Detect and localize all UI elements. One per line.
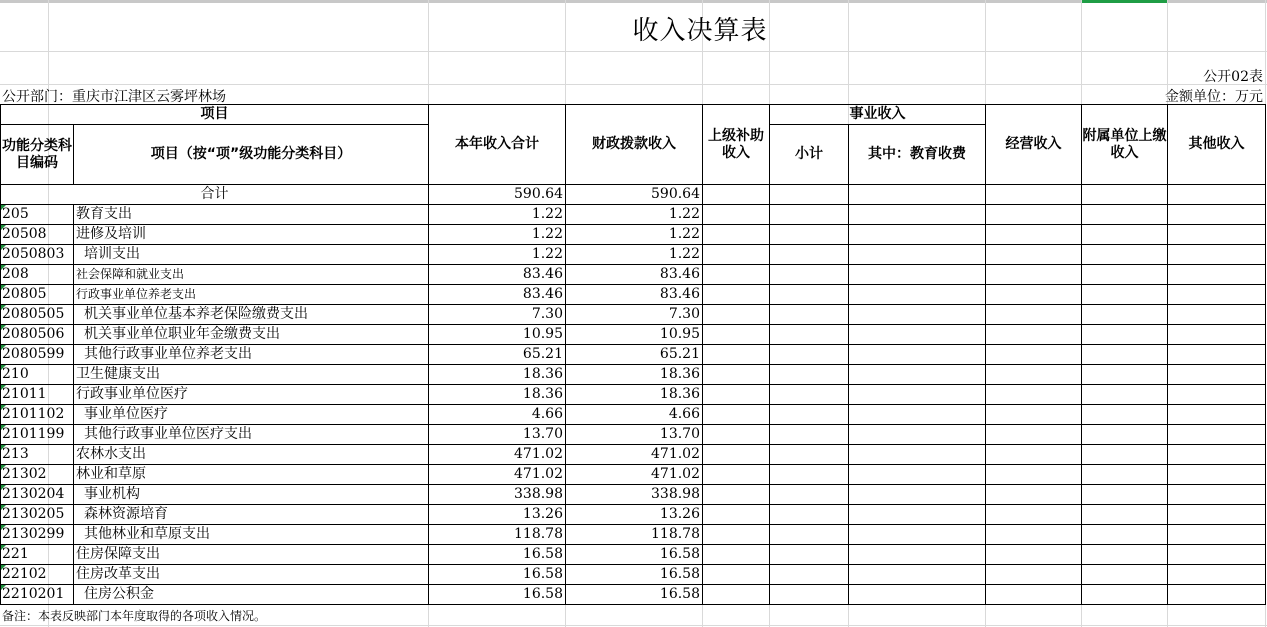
empty-cell — [703, 265, 770, 285]
row-code: 2080599 — [1, 345, 74, 365]
empty-cell — [1168, 565, 1266, 585]
empty-cell — [770, 485, 849, 505]
table-row — [1, 365, 1266, 385]
row-total: 16.58 — [429, 585, 566, 605]
empty-cell — [1082, 405, 1168, 425]
empty-cell — [986, 245, 1082, 265]
empty-cell — [849, 565, 986, 585]
unit-label: 金额单位：万元 — [1165, 89, 1263, 105]
row-fiscal: 16.58 — [566, 545, 703, 565]
row-fiscal: 471.02 — [566, 445, 703, 465]
empty-cell — [986, 265, 1082, 285]
empty-cell — [770, 465, 849, 485]
row-code: 20805 — [1, 285, 74, 305]
empty-cell — [986, 505, 1082, 525]
empty-cell — [1168, 445, 1266, 465]
empty-cell — [1168, 505, 1266, 525]
row-name: 培训支出 — [74, 245, 429, 265]
empty-cell — [1168, 425, 1266, 445]
empty-cell — [1168, 265, 1266, 285]
empty-cell — [1082, 525, 1168, 545]
empty-cell — [1168, 485, 1266, 505]
empty-cell — [703, 465, 770, 485]
empty-cell — [849, 385, 986, 405]
row-code: 2101199 — [1, 425, 74, 445]
empty-cell — [703, 405, 770, 425]
empty-cell — [1082, 325, 1168, 345]
empty-cell — [703, 245, 770, 265]
empty-cell — [849, 345, 986, 365]
empty-cell — [703, 445, 770, 465]
empty-cell — [770, 565, 849, 585]
empty-cell — [1082, 245, 1168, 265]
empty-cell — [849, 285, 986, 305]
empty-cell — [770, 385, 849, 405]
empty-cell — [849, 485, 986, 505]
empty-cell — [1082, 265, 1168, 285]
empty-cell — [1168, 205, 1266, 225]
row-name: 进修及培训 — [74, 225, 429, 245]
row-code: 22102 — [1, 565, 74, 585]
row-fiscal: 1.22 — [566, 245, 703, 265]
row-name: 事业单位医疗 — [74, 405, 429, 425]
header-superior: 上级补助收入 — [703, 105, 770, 185]
row-name: 住房公积金 — [74, 585, 429, 605]
form-number: 公开02表 — [1203, 69, 1263, 85]
empty-cell — [770, 505, 849, 525]
total-amount: 590.64 — [429, 185, 566, 205]
row-code: 21302 — [1, 465, 74, 485]
row-total: 16.58 — [429, 565, 566, 585]
row-name: 行政事业单位养老支出 — [74, 285, 429, 305]
table-row — [1, 525, 1266, 545]
row-name: 森林资源培育 — [74, 505, 429, 525]
row-fiscal: 118.78 — [566, 525, 703, 545]
row-total: 10.95 — [429, 325, 566, 345]
empty-cell — [1168, 225, 1266, 245]
empty-cell — [849, 545, 986, 565]
row-total: 18.36 — [429, 365, 566, 385]
empty-cell — [986, 465, 1082, 485]
empty-cell — [1082, 385, 1168, 405]
empty-cell — [986, 565, 1082, 585]
empty-cell — [1082, 585, 1168, 605]
row-total: 1.22 — [429, 205, 566, 225]
row-name: 住房保障支出 — [74, 545, 429, 565]
empty-cell — [770, 305, 849, 325]
empty-cell — [986, 285, 1082, 305]
empty-cell — [1082, 445, 1168, 465]
department-label: 公开部门：重庆市江津区云雾坪林场 — [2, 89, 226, 105]
row-code: 20508 — [1, 225, 74, 245]
empty-cell — [986, 485, 1082, 505]
table-row — [1, 285, 1266, 305]
row-code: 210 — [1, 365, 74, 385]
empty-cell — [770, 265, 849, 285]
empty-cell — [770, 425, 849, 445]
table-row — [1, 465, 1266, 485]
row-name: 行政事业单位医疗 — [74, 385, 429, 405]
row-name: 住房改革支出 — [74, 565, 429, 585]
row-fiscal: 4.66 — [566, 405, 703, 425]
row-fiscal: 83.46 — [566, 265, 703, 285]
empty-cell — [1168, 465, 1266, 485]
row-total: 118.78 — [429, 525, 566, 545]
empty-cell — [770, 345, 849, 365]
empty-cell — [1082, 365, 1168, 385]
row-total: 83.46 — [429, 285, 566, 305]
empty-cell — [986, 585, 1082, 605]
total-fiscal: 590.64 — [566, 185, 703, 205]
empty-cell — [770, 205, 849, 225]
table-row — [1, 545, 1266, 565]
total-row — [1, 185, 1266, 205]
page-title: 收入决算表 — [632, 16, 768, 46]
empty-cell — [703, 225, 770, 245]
empty-cell — [849, 425, 986, 445]
empty-cell — [1082, 565, 1168, 585]
row-fiscal: 65.21 — [566, 345, 703, 365]
row-fiscal: 13.26 — [566, 505, 703, 525]
header-career: 事业收入 — [770, 105, 986, 125]
row-name: 其他行政事业单位养老支出 — [74, 345, 429, 365]
row-code: 2130205 — [1, 505, 74, 525]
empty-cell — [849, 585, 986, 605]
row-name: 事业机构 — [74, 485, 429, 505]
empty-cell — [770, 405, 849, 425]
table-row — [1, 385, 1266, 405]
row-total: 13.26 — [429, 505, 566, 525]
row-total: 1.22 — [429, 245, 566, 265]
empty-cell — [1082, 285, 1168, 305]
row-total: 16.58 — [429, 545, 566, 565]
row-total: 83.46 — [429, 265, 566, 285]
empty-cell — [986, 545, 1082, 565]
row-fiscal: 16.58 — [566, 585, 703, 605]
empty-cell — [1168, 585, 1266, 605]
table-row — [1, 245, 1266, 265]
row-code: 2050803 — [1, 245, 74, 265]
row-fiscal: 16.58 — [566, 565, 703, 585]
row-total: 18.36 — [429, 385, 566, 405]
row-name: 卫生健康支出 — [74, 365, 429, 385]
income-table — [0, 104, 1266, 605]
empty-cell — [1168, 405, 1266, 425]
empty-cell — [849, 305, 986, 325]
row-total: 7.30 — [429, 305, 566, 325]
row-total: 471.02 — [429, 445, 566, 465]
empty-cell — [1168, 325, 1266, 345]
empty-cell — [849, 205, 986, 225]
row-name: 其他林业和草原支出 — [74, 525, 429, 545]
table-row — [1, 565, 1266, 585]
empty-cell — [986, 305, 1082, 325]
row-fiscal: 18.36 — [566, 385, 703, 405]
table-row — [1, 305, 1266, 325]
empty-cell — [770, 545, 849, 565]
empty-cell — [986, 225, 1082, 245]
row-fiscal: 1.22 — [566, 225, 703, 245]
empty-cell — [849, 265, 986, 285]
empty-cell — [770, 365, 849, 385]
empty-cell — [1082, 545, 1168, 565]
row-name: 林业和草原 — [74, 465, 429, 485]
total-label: 合计 — [1, 185, 429, 205]
empty-cell — [849, 365, 986, 385]
empty-cell — [1168, 525, 1266, 545]
row-name: 机关事业单位职业年金缴费支出 — [74, 325, 429, 345]
empty-cell — [986, 345, 1082, 365]
row-code: 208 — [1, 265, 74, 285]
selected-column-indicator — [1082, 0, 1168, 3]
empty-cell — [986, 525, 1082, 545]
row-code: 205 — [1, 205, 74, 225]
empty-cell — [986, 205, 1082, 225]
empty-cell — [986, 405, 1082, 425]
table-row — [1, 445, 1266, 465]
row-code: 221 — [1, 545, 74, 565]
row-code: 213 — [1, 445, 74, 465]
gridline — [0, 84, 1267, 85]
empty-cell — [1082, 485, 1168, 505]
empty-cell — [703, 285, 770, 305]
header-name: 项目（按“项”级功能分类科目） — [74, 125, 429, 185]
empty-cell — [770, 325, 849, 345]
empty-cell — [770, 225, 849, 245]
row-fiscal: 7.30 — [566, 305, 703, 325]
header-total: 本年收入合计 — [429, 105, 566, 185]
empty-cell — [849, 245, 986, 265]
empty-cell — [703, 585, 770, 605]
table-row — [1, 405, 1266, 425]
row-name: 社会保障和就业支出 — [74, 265, 429, 285]
column-header-bar — [0, 0, 1267, 3]
empty-cell — [1082, 205, 1168, 225]
row-fiscal: 13.70 — [566, 425, 703, 445]
gridline — [0, 625, 1267, 626]
empty-cell — [703, 345, 770, 365]
row-name: 教育支出 — [74, 205, 429, 225]
empty-cell — [703, 325, 770, 345]
row-fiscal: 83.46 — [566, 285, 703, 305]
row-name: 机关事业单位基本养老保险缴费支出 — [74, 305, 429, 325]
header-other: 其他收入 — [1168, 105, 1266, 185]
row-total: 4.66 — [429, 405, 566, 425]
row-fiscal: 10.95 — [566, 325, 703, 345]
empty-cell — [770, 285, 849, 305]
empty-cell — [849, 225, 986, 245]
row-code: 2101102 — [1, 405, 74, 425]
empty-cell — [1168, 305, 1266, 325]
empty-cell — [703, 425, 770, 445]
row-code: 21011 — [1, 385, 74, 405]
table-row — [1, 425, 1266, 445]
empty-cell — [1168, 245, 1266, 265]
header-fiscal: 财政拨款收入 — [566, 105, 703, 185]
empty-cell — [986, 385, 1082, 405]
empty-cell — [703, 205, 770, 225]
row-code: 2080505 — [1, 305, 74, 325]
row-fiscal: 1.22 — [566, 205, 703, 225]
header-affiliate: 附属单位上缴收入 — [1082, 105, 1168, 185]
row-code: 2130299 — [1, 525, 74, 545]
row-fiscal: 338.98 — [566, 485, 703, 505]
empty-cell — [1082, 345, 1168, 365]
row-total: 65.21 — [429, 345, 566, 365]
empty-cell — [770, 525, 849, 545]
header-item: 项目 — [1, 105, 429, 125]
empty-cell — [849, 325, 986, 345]
table-row — [1, 505, 1266, 525]
row-total: 338.98 — [429, 485, 566, 505]
empty-cell — [703, 565, 770, 585]
table-row — [1, 345, 1266, 365]
table-row — [1, 325, 1266, 345]
empty-cell — [703, 545, 770, 565]
row-code: 2130204 — [1, 485, 74, 505]
empty-cell — [849, 405, 986, 425]
row-total: 13.70 — [429, 425, 566, 445]
footnote: 备注：本表反映部门本年度取得的各项收入情况。 — [2, 609, 267, 623]
empty-cell — [1168, 545, 1266, 565]
empty-cell — [986, 365, 1082, 385]
row-total: 1.22 — [429, 225, 566, 245]
table-row — [1, 585, 1266, 605]
table-row — [1, 485, 1266, 505]
empty-cell — [703, 485, 770, 505]
empty-cell — [1082, 425, 1168, 445]
table-row — [1, 225, 1266, 245]
table-row — [1, 265, 1266, 285]
empty-cell — [849, 505, 986, 525]
empty-cell — [770, 245, 849, 265]
row-code: 2080506 — [1, 325, 74, 345]
row-code: 2210201 — [1, 585, 74, 605]
table-row — [1, 205, 1266, 225]
empty-cell — [986, 425, 1082, 445]
header-code: 功能分类科目编码 — [1, 125, 74, 185]
empty-cell — [986, 325, 1082, 345]
empty-cell — [1082, 225, 1168, 245]
header-career-edu: 其中：教育收费 — [849, 125, 986, 185]
empty-cell — [703, 505, 770, 525]
empty-cell — [849, 525, 986, 545]
row-fiscal: 471.02 — [566, 465, 703, 485]
empty-cell — [1082, 505, 1168, 525]
row-fiscal: 18.36 — [566, 365, 703, 385]
empty-cell — [1082, 305, 1168, 325]
empty-cell — [849, 465, 986, 485]
row-name: 其他行政事业单位医疗支出 — [74, 425, 429, 445]
gridline — [0, 51, 1267, 52]
empty-cell — [703, 305, 770, 325]
empty-cell — [770, 585, 849, 605]
row-name: 农林水支出 — [74, 445, 429, 465]
empty-cell — [1082, 465, 1168, 485]
row-total: 471.02 — [429, 465, 566, 485]
empty-cell — [1168, 365, 1266, 385]
header-career-sub: 小计 — [770, 125, 849, 185]
empty-cell — [770, 445, 849, 465]
header-business: 经营收入 — [986, 105, 1082, 185]
empty-cell — [1168, 285, 1266, 305]
empty-cell — [703, 525, 770, 545]
empty-cell — [703, 365, 770, 385]
empty-cell — [703, 385, 770, 405]
empty-cell — [1168, 345, 1266, 365]
empty-cell — [849, 445, 986, 465]
empty-cell — [986, 445, 1082, 465]
empty-cell — [1168, 385, 1266, 405]
